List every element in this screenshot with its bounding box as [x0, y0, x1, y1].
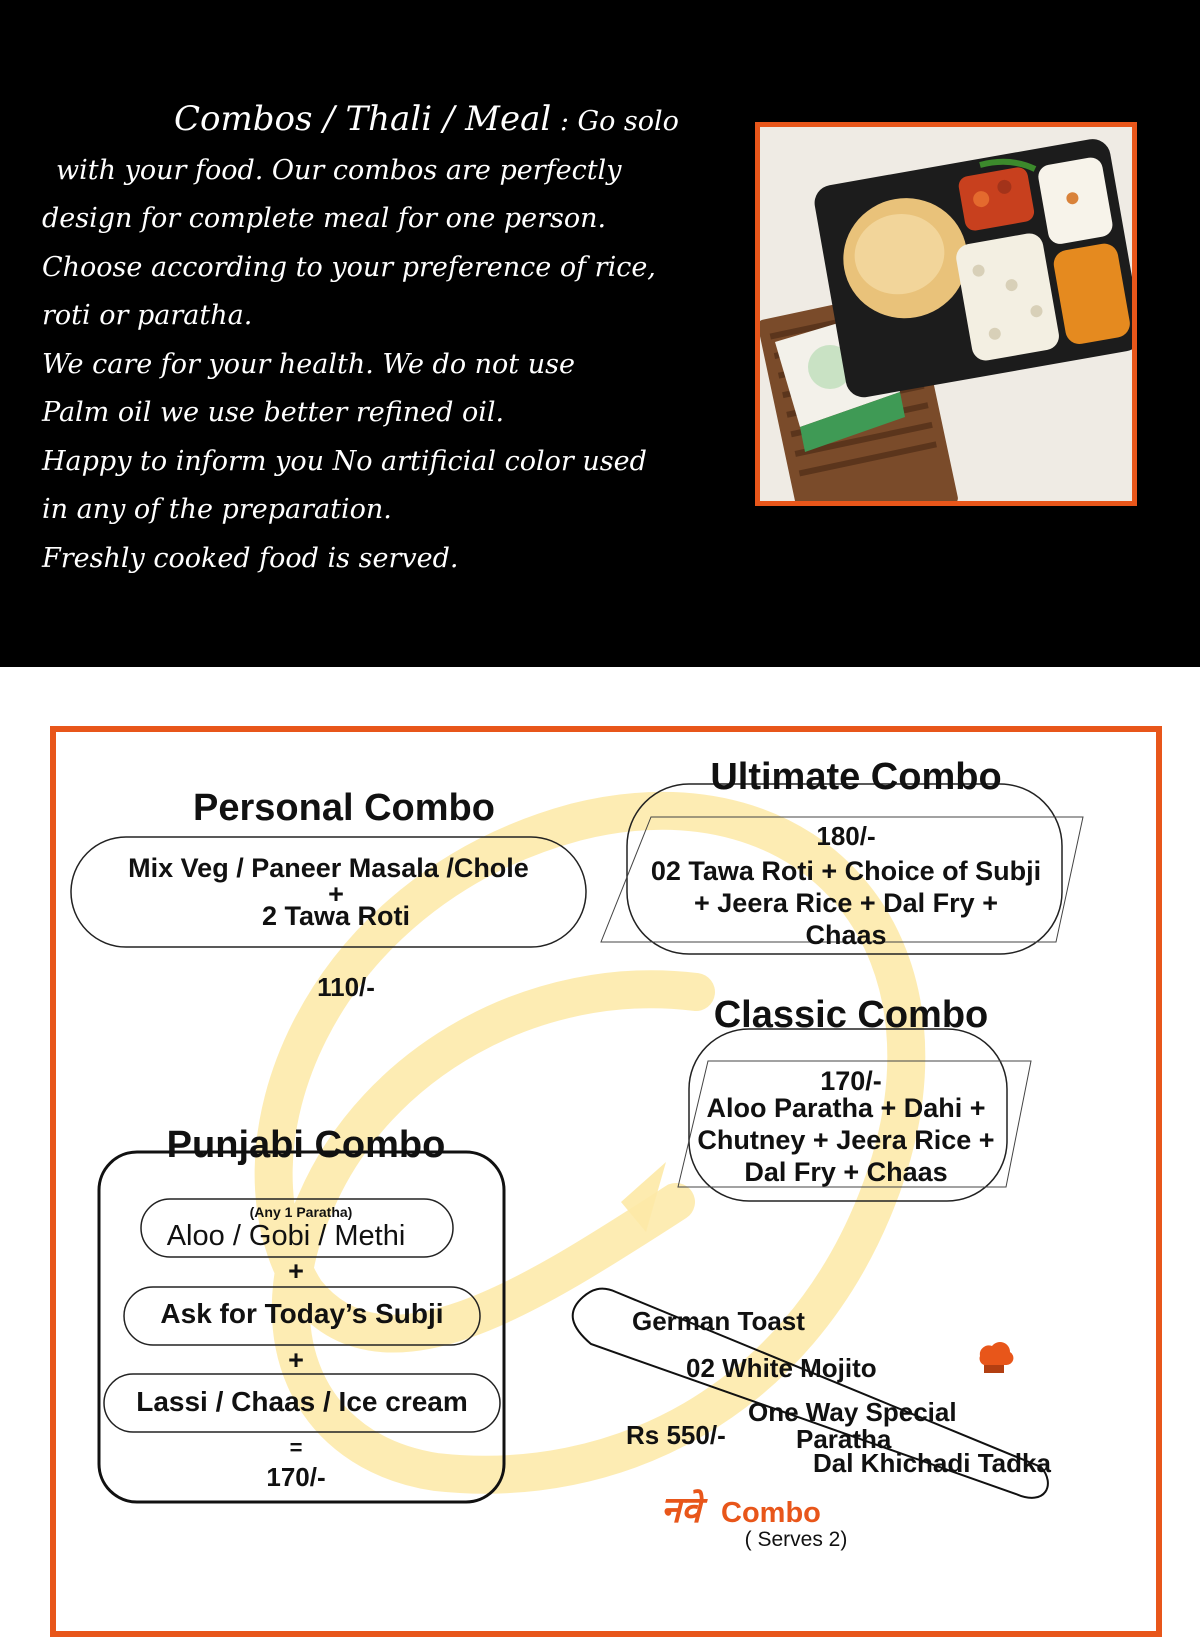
navve-combo-item3a: One Way Special [748, 1397, 957, 1427]
intro-line: We care for your health. We do not use [42, 348, 575, 380]
intro-line: with your food. Our combos are perfectly [56, 154, 622, 186]
navve-combo-item3b: Paratha [796, 1424, 892, 1454]
punjabi-combo-plus2: + [288, 1345, 304, 1375]
intro-line: roti or paratha. [42, 300, 253, 331]
personal-combo-title: Personal Combo [193, 787, 495, 829]
thali-meal-tray-image [755, 122, 1137, 506]
intro-line: Freshly cooked food is served. [42, 542, 459, 574]
ultimate-combo-line1: 02 Tawa Roti + Choice of Subji [650, 856, 1042, 886]
intro-heading: Combos / Thali / Meal [174, 99, 552, 139]
punjabi-combo-equals: = [289, 1435, 303, 1460]
navve-combo-item2: 02 White Mojito [686, 1353, 877, 1383]
intro-line: : Go solo [559, 106, 679, 137]
navve-combo-price: Rs 550/- [626, 1420, 726, 1450]
punjabi-combo-note: (Any 1 Paratha) [249, 1204, 353, 1220]
classic-combo-price: 170/- [820, 1066, 882, 1096]
punjabi-combo-option1: Aloo / Gobi / Methi [166, 1220, 406, 1252]
navve-combo-item1: German Toast [632, 1306, 805, 1336]
punjabi-combo-plus1: + [288, 1256, 304, 1286]
punjabi-combo-title: Punjabi Combo [166, 1124, 446, 1166]
intro-banner [0, 0, 1200, 667]
intro-line: in any of the preparation. [42, 494, 392, 525]
personal-combo-line2: 2 Tawa Roti [261, 901, 411, 931]
ultimate-combo-price: 180/- [816, 821, 876, 851]
ultimate-combo-line2: + Jeera Rice + Dal Fry + [694, 888, 998, 918]
punjabi-combo-option2: Ask for Today’s Subji [160, 1298, 444, 1329]
classic-combo-line3: Dal Fry + Chaas [744, 1157, 948, 1187]
classic-combo-title: Classic Combo [713, 994, 989, 1036]
intro-line: Palm oil we use better refined oil. [42, 397, 505, 428]
navve-brand-logo: नवे [661, 1490, 701, 1531]
classic-combo-line2: Chutney + Jeera Rice + [697, 1125, 995, 1155]
navve-combo-item4: Dal Khichadi Tadka [813, 1448, 1051, 1478]
intro-line: Happy to inform you No artificial color used [42, 445, 647, 477]
navve-combo-title: Combo [721, 1497, 821, 1529]
personal-combo-price: 110/- [317, 972, 375, 1002]
personal-combo-plus: + [328, 879, 344, 909]
punjabi-combo-option3: Lassi / Chaas / Ice cream [136, 1386, 468, 1417]
intro-line: Choose according to your preference of rice, [42, 251, 656, 283]
ultimate-combo-line3: Chaas [805, 920, 887, 950]
navve-combo-brand [661, 1484, 821, 1533]
chef-hat-icon [974, 1340, 1014, 1376]
punjabi-combo-price: 170/- [266, 1462, 326, 1492]
intro-line: design for complete meal for one person. [42, 203, 607, 234]
navve-combo-serves: ( Serves 2) [744, 1528, 848, 1551]
ultimate-combo-title: Ultimate Combo [710, 756, 1002, 798]
personal-combo-line1: Mix Veg / Paneer Masala /Chole [128, 853, 529, 883]
intro-text [42, 95, 722, 583]
combo-menu [50, 726, 1162, 1637]
classic-combo-line1: Aloo Paratha + Dahi + [706, 1093, 986, 1123]
